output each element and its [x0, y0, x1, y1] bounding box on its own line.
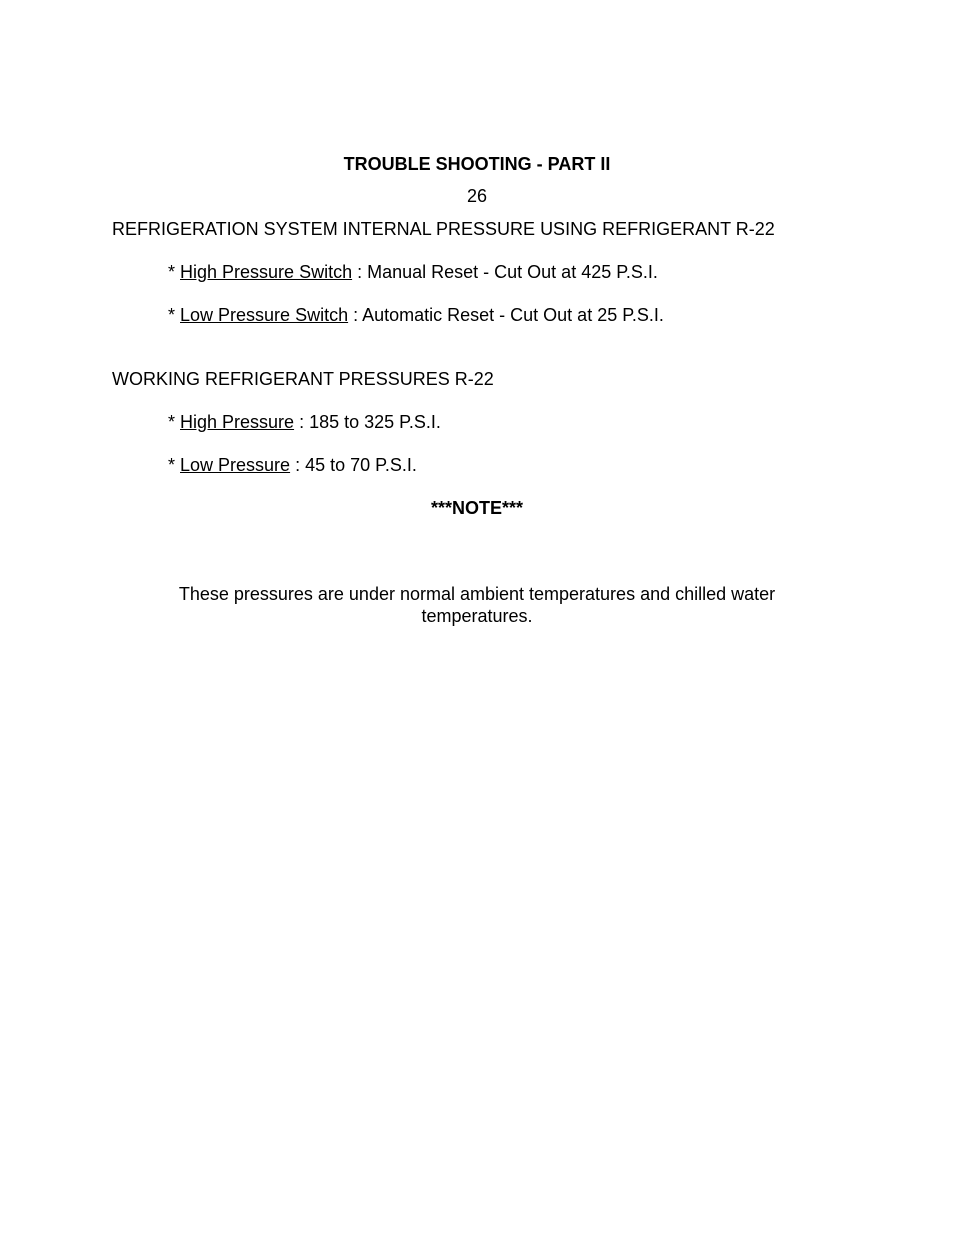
bullet: * [168, 455, 181, 475]
item-label: Low Pressure Switch [180, 305, 349, 325]
bullet: * [168, 262, 181, 282]
item-label: High Pressure Switch [180, 262, 353, 282]
item-value: : 45 to 70 P.S.I. [290, 455, 417, 475]
list-item-high-pressure [168, 411, 441, 433]
item-value: : 185 to 325 P.S.I. [294, 412, 441, 432]
item-value: : Manual Reset - Cut Out at 425 P.S.I. [352, 262, 658, 282]
note-label: ***NOTE*** [430, 498, 524, 518]
list-item-high-pressure-switch [168, 261, 658, 283]
list-item-low-pressure-switch [168, 304, 664, 326]
bullet: * [168, 305, 181, 325]
list-item-low-pressure [168, 454, 417, 476]
note-text: These pressures are under normal ambient temperatures and chilled water temperatures. [178, 584, 776, 626]
section-heading-working-pressures: WORKING REFRIGERANT PRESSURES R-22 [112, 369, 494, 389]
bullet: * [168, 412, 181, 432]
item-label: Low Pressure [180, 455, 291, 475]
item-value: : Automatic Reset - Cut Out at 25 P.S.I. [348, 305, 664, 325]
item-label: High Pressure [180, 412, 295, 432]
section-heading-internal-pressure: REFRIGERATION SYSTEM INTERNAL PRESSURE USING REFRIGERANT R-22 [112, 219, 775, 239]
page-title: TROUBLE SHOOTING - PART II [343, 154, 611, 174]
page-number: 26 [466, 186, 488, 206]
